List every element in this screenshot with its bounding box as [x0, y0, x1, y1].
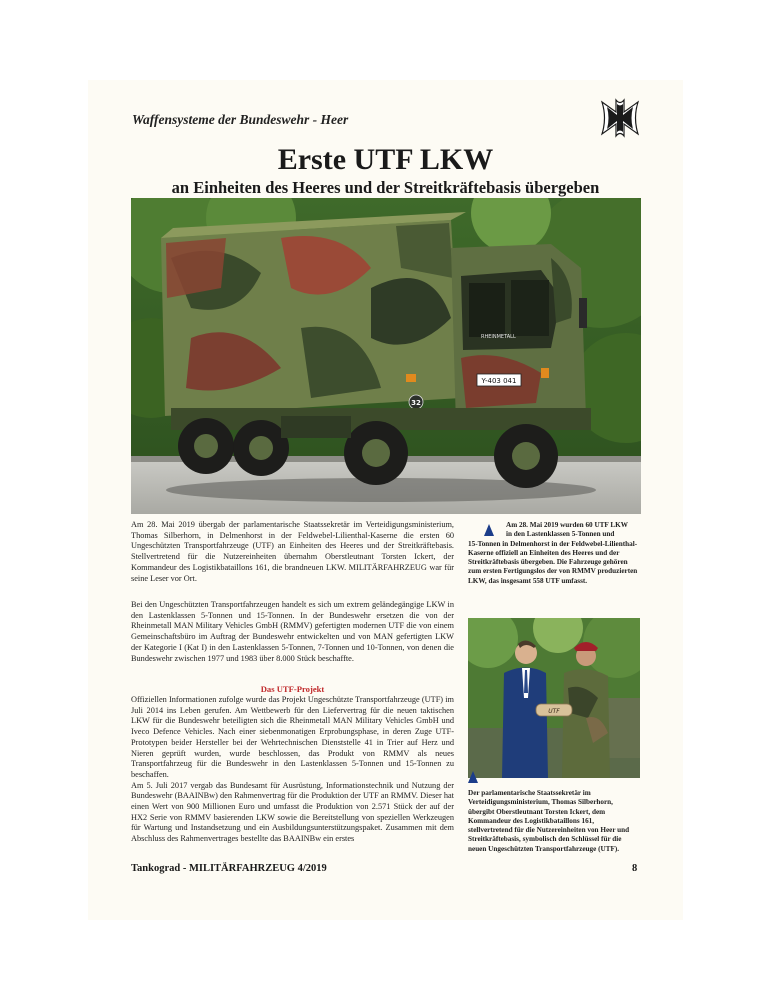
article-subtitle: an Einheiten des Heeres und der Streitkräftebasis übergeben — [171, 178, 600, 197]
article-title: Erste UTF LKW — [277, 143, 494, 176]
caption-line: Am 28. Mai 2019 wurden 60 UTF LKW — [506, 521, 628, 529]
article-body-intro — [131, 520, 454, 584]
key-label: UTF — [548, 708, 560, 715]
paragraph: Am 28. Mai 2019 übergab der parlamentarische Staatssekretär im Verteidigungsministerium, Thomas Silberhorn, in Delmenhorst in der Feldwebel-Lilienthal-Kaserne die ersten 60 Ungeschützten Transportfahrzeuge (UTF) an Einheiten des Heeres und der Streitkräftebasis. Stellvertretend für die Nutzereinheiten übernahm Oberstleutnant Torsten Ickert, der Kommandeur des Logistikbataillons 161, die brandneuen LKW. MILITÄRFAHRZEUG war für seine Leser vor Ort. — [131, 520, 454, 583]
article-body-project — [131, 695, 454, 845]
caption-text: 15-Tonnen in Delmenhorst in der Feldwebel-Lilienthal-Kaserne offiziell an Einheiten des Heeres und der Streitkräftebasis übergeben. Die Fahrzeuge gehören zum ersten Fertigungslos der von RMMV produzierten LKW, das insgesamt 558 UTF umfasst. — [468, 539, 638, 585]
iron-cross-icon — [600, 98, 640, 138]
page-number: 8 — [632, 863, 638, 874]
vehicle-number: 32 — [411, 399, 421, 407]
handover-photo-caption: Der parlamentarische Staatssekretär im Verteidigungsministerium, Thomas Silberhorn, übergibt Oberstleutnant Torsten Ickert, dem Kommandeur des Logistikbataillons 161, stellvertretend für die Nutzereinheiten von Heer und Streitkräftebasis, symbolisch den Schlüssel für die neuen Ungeschützten Transportfahrzeuge (UTF). — [468, 789, 630, 853]
caption-pointer-icon — [468, 771, 478, 783]
paragraph: Am 5. Juli 2017 vergab das Bundesamt für Ausrüstung, Informationstechnik und Nutzung der Bundeswehr (BAAINBw) den Rahmenvertrag für die Produktion der UTF an RMMV. Dieser hat einen Wert von 900 Millionen Euro und umfasst die Produktion von 2.571 Stück der auf der HX2 Serie von RMMV basierenden LKW sowie die Bereitstellung von speziellen Werkzeugen für Wartung und Instandsetzung und ein Ausbildungsunterstützungspaket. Zusammen mit dem Abschluss des Rahmenvertrages bestellte das BAAINBw ein erstes — [131, 780, 454, 844]
article-subhead: Das UTF-Projekt — [260, 684, 325, 694]
truck-photo-caption — [468, 521, 638, 586]
brand-label: RHEINMETALL — [481, 334, 516, 340]
license-plate: Y-403 041 — [481, 377, 517, 385]
truck-photo — [131, 198, 641, 514]
footer-publication: Tankograd - MILITÄRFAHRZEUG 4/2019 — [131, 863, 327, 874]
paragraph: Bei den Ungeschützten Transportfahrzeugen handelt es sich um extrem geländegängige LKW in den Lastenklassen 5-Tonnen und 15-Tonnen. In der Bundeswehr ersetzen die von der Rheinmetall MAN Military Vehicles GmbH (RMMV) gefertigten modernen UTF die von einem Gemeinschaftsbüro im Auftrag der Bundeswehr entwickelten und von MAN gefertigten LKW der Kategorie I (Kat I) in den Lastenklassen 5-Tonnen, 7-Tonnen und 10-Tonnen, von denen die Bundeswehr zwischen 1977 und 1983 über 8.000 Stück beschaffte. — [131, 600, 454, 663]
caption-line: in den Lastenklassen 5-Tonnen und — [506, 530, 615, 539]
section-header: Waffensysteme der Bundeswehr - Heer — [132, 112, 349, 127]
paragraph: Offiziellen Informationen zufolge wurde das Projekt Ungeschützte Transportfahrzeuge (UTF) im Juli 2014 ins Leben gerufen. Am Wettbewerb für den Liefervertrag für die neuen taktischen LKW für die Bundeswehr beteiligten sich die Rheinmetall MAN Military Vehicles GmbH und Iveco Defence Vehicles. Nach einer siebenmonatigen Erprobungsphase, in deren Zuge UTF-Prototypen beider Hersteller bei der Wehrtechnischen Dienststelle 41 in Trier auf Herz und Nieren geprüft wurden, wurde beschlossen, das Produkt von RMMV als neues Transportfahrzeug für die Bundeswehr in den Lastenklassen 5-Tonnen und 15-Tonnen zu beschaffen. — [131, 695, 454, 779]
handover-photo — [468, 618, 640, 778]
article-body-second — [131, 600, 454, 664]
